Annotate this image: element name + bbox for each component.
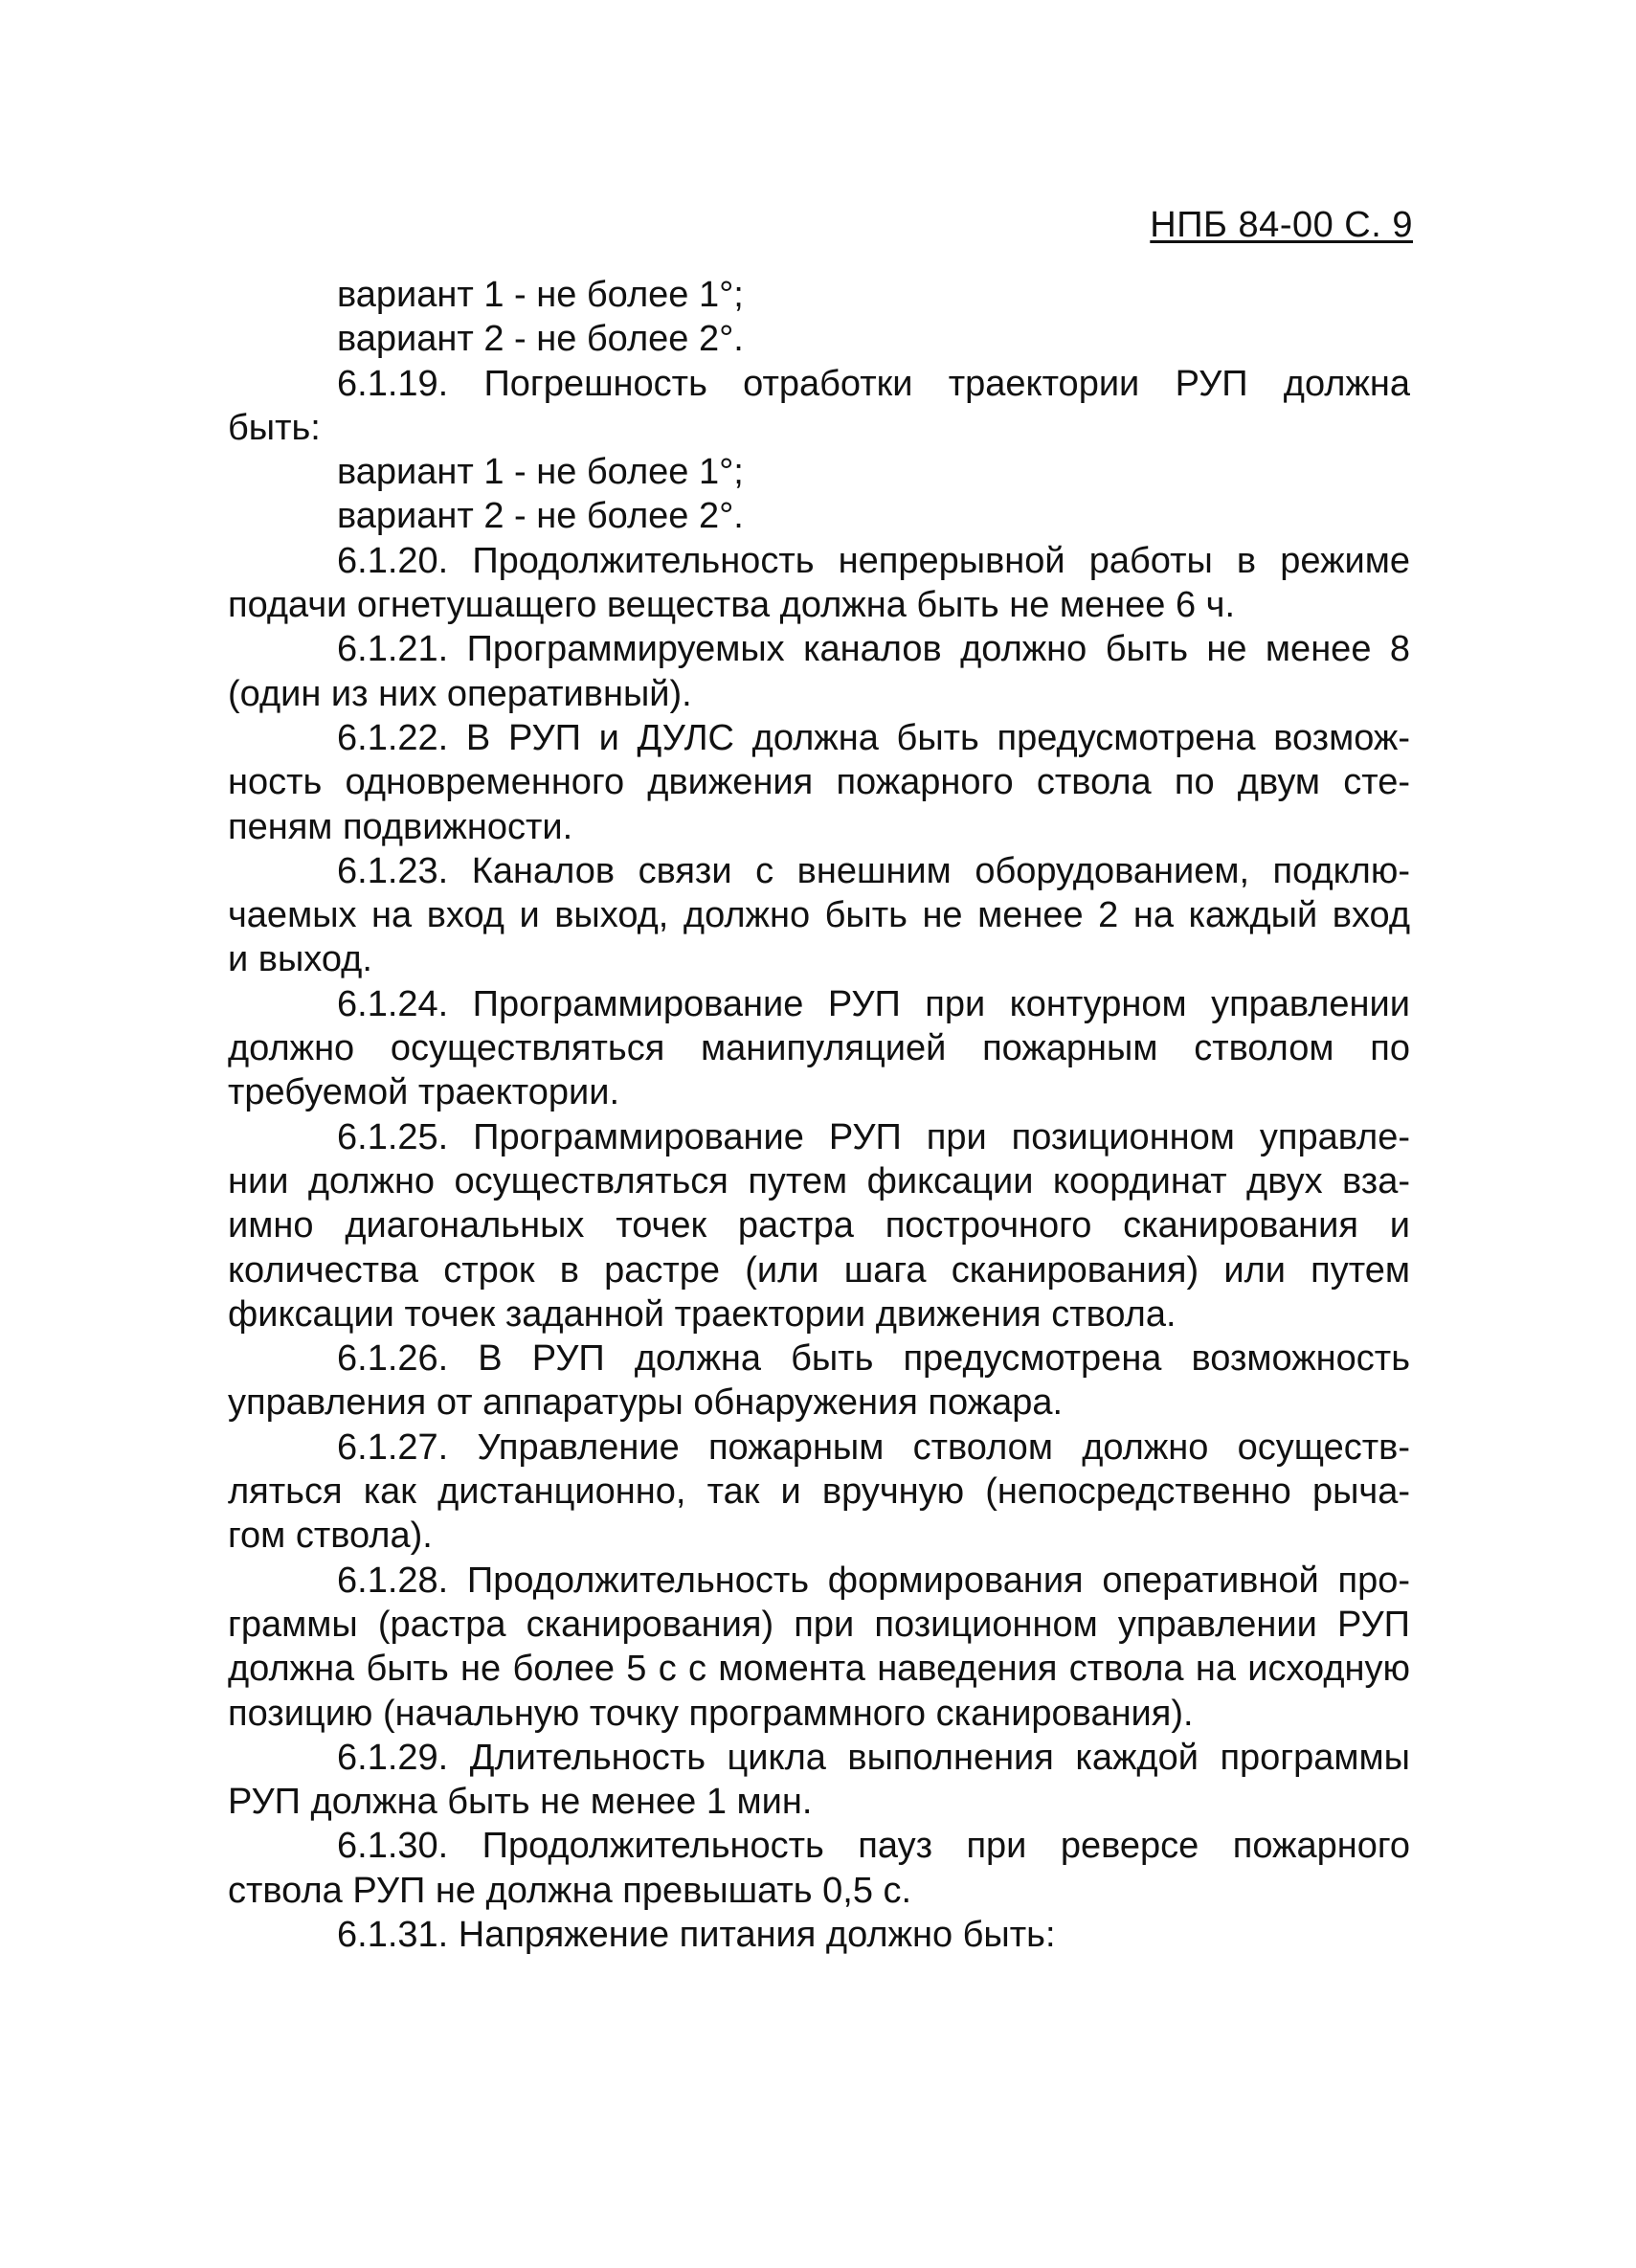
text-line: гом ствола). (228, 1516, 433, 1557)
text-line: 6.1.24. Программирование РУП при контурном управлении (337, 983, 1410, 1024)
text-line: 6.1.28. Продолжительность формирования оперативной про- (337, 1560, 1410, 1601)
text-line: быть: (228, 407, 321, 448)
text-line: и выход. (228, 939, 372, 980)
text-line: требуемой траектории. (228, 1072, 620, 1113)
text-line: 6.1.23. Каналов связи с внешним оборудованием, подклю- (337, 850, 1410, 891)
text-line: ляться как дистанционно, так и вручную (непосредственно рыча- (228, 1471, 1410, 1513)
text-line: ствола РУП не должна превышать 0,5 с. (228, 1870, 912, 1911)
text-line: вариант 1 - не более 1°; (337, 452, 744, 493)
text-line: вариант 2 - не более 2°. (337, 496, 744, 537)
text-line: нии должно осуществляться путем фиксации координат двух вза- (228, 1160, 1410, 1201)
text-line: 6.1.21. Программируемых каналов должно быть не менее 8 (337, 629, 1410, 670)
text-line: позицию (начальную точку программного сканирования). (228, 1693, 1194, 1734)
text-line: подачи огнетушащего вещества должна быть не менее 6 ч. (228, 585, 1236, 626)
text-line: должно осуществляться манипуляцией пожарным стволом по (228, 1028, 1410, 1069)
text-line: количества строк в растре (или шага сканирования) или путем (228, 1249, 1410, 1291)
text-line: 6.1.29. Длительность цикла выполнения каждой программы (337, 1737, 1410, 1778)
document-page-header: НПБ 84-00 С. 9 (1150, 205, 1413, 245)
text-line: управления от аппаратуры обнаружения пожара. (228, 1382, 1064, 1424)
text-line: имно диагональных точек растра построчного сканирования и (228, 1205, 1410, 1246)
text-line: должна быть не более 5 с с момента наведения ствола на исходную (228, 1649, 1410, 1690)
text-line: 6.1.27. Управление пожарным стволом должно осуществ- (337, 1426, 1410, 1468)
text-line: пеням подвижности. (228, 806, 573, 847)
text-line: 6.1.25. Программирование РУП при позиционном управле- (337, 1116, 1410, 1157)
text-line: 6.1.26. В РУП должна быть предусмотрена возможность (337, 1338, 1410, 1380)
text-line: вариант 2 - не более 2°. (337, 319, 744, 360)
text-line: 6.1.19. Погрешность отработки траектории РУП должна (337, 363, 1410, 404)
text-line: 6.1.22. В РУП и ДУЛС должна быть предусмотрена возмож- (337, 717, 1410, 758)
text-line: (один из них оперативный). (228, 673, 692, 714)
text-line: 6.1.30. Продолжительность пауз при реверсе пожарного (337, 1826, 1410, 1867)
document-body (228, 273, 1410, 1957)
text-line: чаемых на вход и выход, должно быть не менее 2 на каждый вход (228, 895, 1410, 936)
text-line: вариант 1 - не более 1°; (337, 275, 744, 315)
text-line: 6.1.20. Продолжительность непрерывной работы в режиме (337, 540, 1410, 581)
text-line: фиксации точек заданной траектории движения ствола. (228, 1293, 1177, 1335)
text-line: 6.1.31. Напряжение питания должно быть: (337, 1914, 1056, 1955)
text-line: граммы (растра сканирования) при позиционном управлении РУП (228, 1604, 1410, 1645)
text-line: ность одновременного движения пожарного ствола по двум сте- (228, 762, 1410, 803)
text-line: РУП должна быть не менее 1 мин. (228, 1782, 813, 1823)
